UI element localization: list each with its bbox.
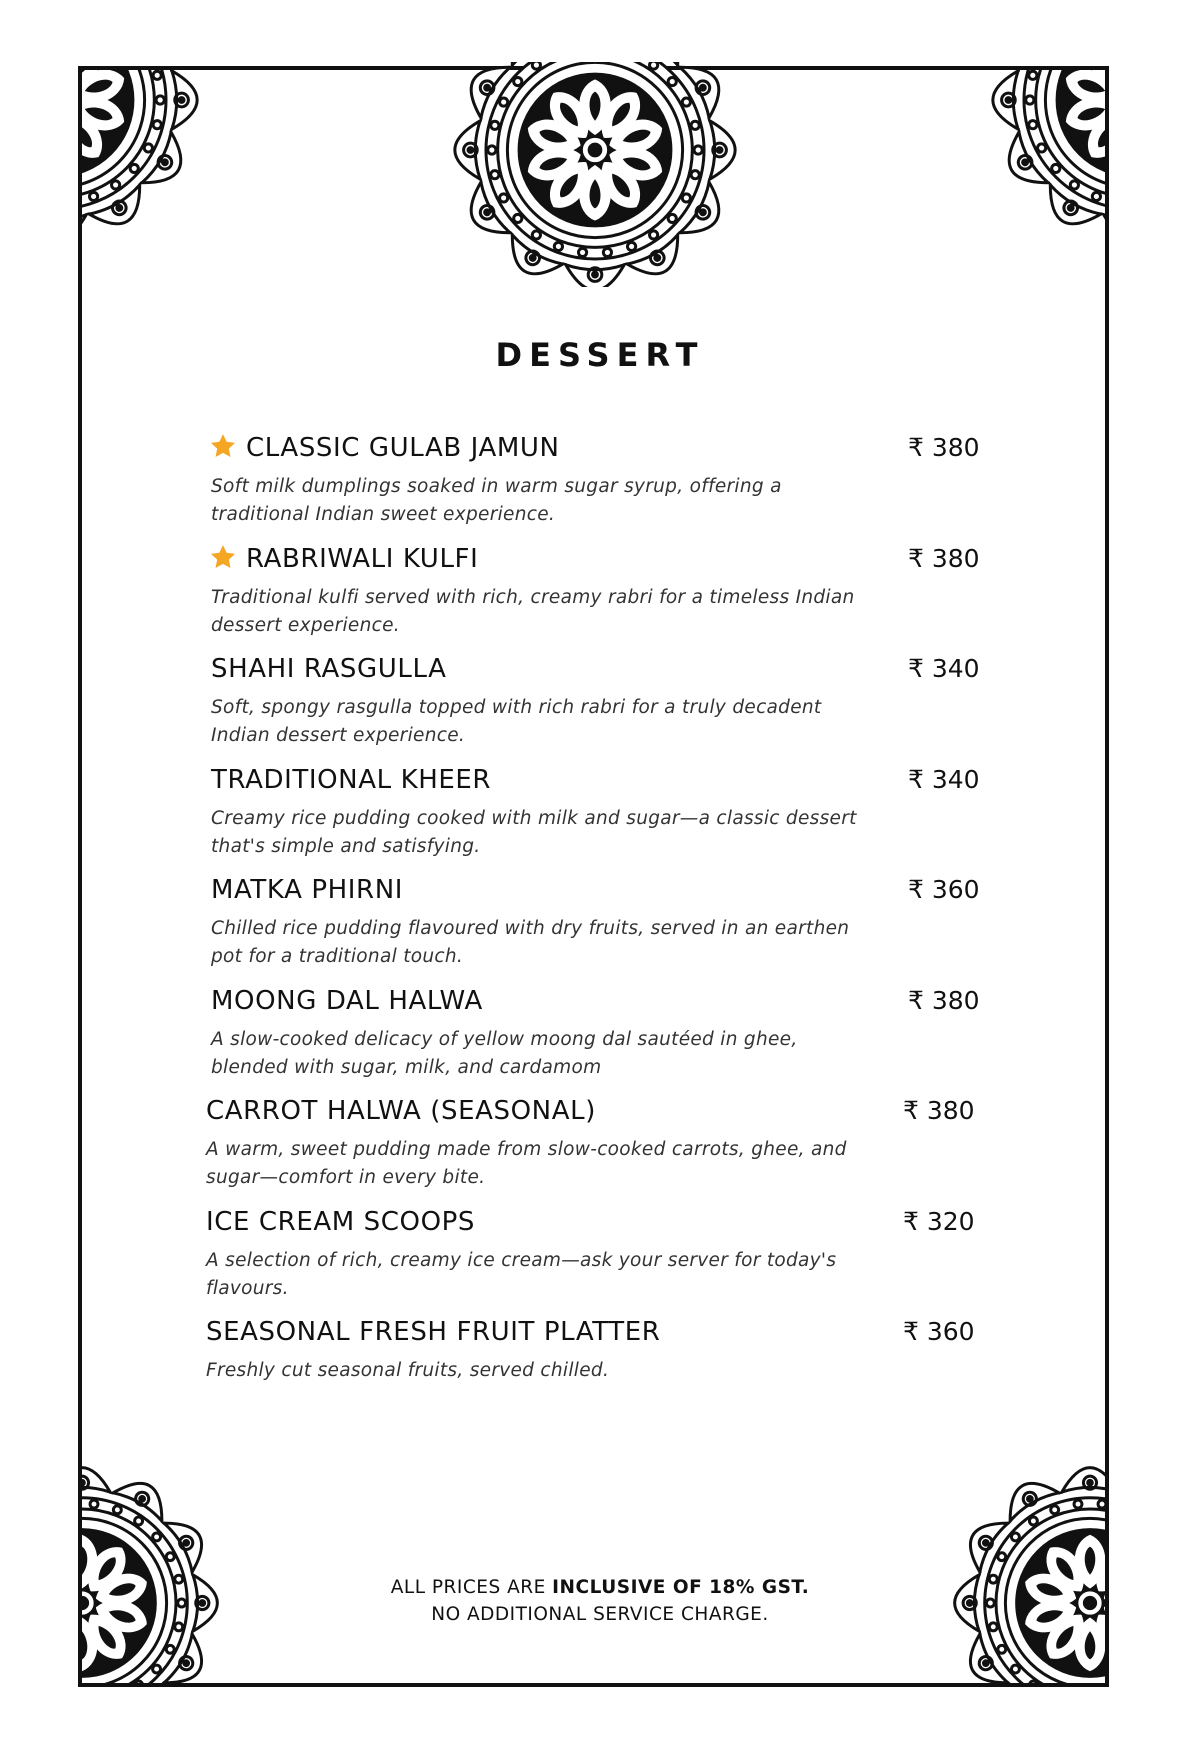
mandala-top-left-icon (82, 70, 207, 230)
mandala-ornament-icon (445, 62, 745, 287)
menu-item-row (0, 430, 1200, 466)
menu-item-name: SEASONAL FRESH FRUIT PLATTER (206, 1317, 661, 1347)
price-footnote (0, 1574, 1200, 1628)
menu-item-description: A slow-cooked delicacy of yellow moong dal sautéed in ghee, blended with sugar, milk, and cardamom (211, 1028, 798, 1078)
menu-item-price: ₹ 380 (908, 985, 980, 1015)
menu-section-title: DESSERT (495, 336, 705, 374)
menu-item-description: Chilled rice pudding flavoured with dry fruits, served in an earthen pot for a traditional touch. (211, 918, 850, 967)
menu-item-row (0, 541, 1200, 577)
mandala-ornament-icon (983, 70, 1105, 230)
menu-item-description: A selection of rich, creamy ice cream—ask your server for today's flavours. (206, 1249, 837, 1299)
menu-item-name: CLASSIC GULAB JAMUN (246, 433, 560, 463)
menu-item-description: A warm, sweet pudding made from slow-cooked carrots, ghee, and sugar—comfort in every bite. (206, 1139, 847, 1188)
mandala-top-icon (445, 62, 745, 287)
menu-item-description: Soft, spongy rasgulla topped with rich rabri for a truly decadent Indian dessert experience. (211, 697, 822, 746)
menu-item-price: ₹ 380 (908, 543, 980, 573)
footnote-line-1 (0, 1574, 1200, 1601)
menu-item-price: ₹ 380 (908, 433, 980, 462)
mandala-bottom-right-icon (945, 1458, 1105, 1683)
menu-item-row (0, 872, 1200, 908)
mandala-top-right-icon (983, 70, 1105, 230)
menu-item-price: ₹ 340 (908, 764, 980, 794)
mandala-ornament-icon (82, 1458, 227, 1683)
menu-item-description: Traditional kulfi served with rich, creamy rabri for a timeless Indian dessert experience. (211, 586, 855, 636)
menu-item-row (0, 1204, 1200, 1240)
footnote-gst: INCLUSIVE OF 18% GST. (552, 1577, 810, 1598)
menu-item-name: MOONG DAL HALWA (211, 985, 483, 1016)
menu-item-description: Soft milk dumplings soaked in warm sugar syrup, offering a traditional Indian sweet experience. (211, 476, 782, 525)
menu-item-price: ₹ 340 (908, 654, 980, 683)
footnote-prefix: ALL PRICES ARE (390, 1577, 553, 1598)
menu-item-row (0, 762, 1200, 798)
menu-item-price: ₹ 360 (908, 875, 980, 904)
menu-item-row (0, 983, 1200, 1019)
menu-item-row (0, 1314, 1200, 1350)
menu-item-price: ₹ 380 (903, 1096, 975, 1125)
menu-item-name: TRADITIONAL KHEER (211, 764, 492, 795)
mandala-ornament-icon (82, 70, 207, 230)
menu-item-description: Creamy rice pudding cooked with milk and sugar—a classic dessert that's simple and satisfying. (211, 807, 857, 857)
menu-item-name: CARROT HALWA (SEASONAL) (206, 1096, 596, 1126)
mandala-bottom-left-icon (82, 1458, 257, 1683)
menu-item-price: ₹ 320 (903, 1206, 975, 1236)
menu-item-row (0, 651, 1200, 687)
star-icon (209, 432, 237, 460)
menu-item-price: ₹ 360 (903, 1317, 975, 1346)
menu-item-name: SHAHI RASGULLA (211, 654, 447, 684)
menu-item-description: Freshly cut seasonal fruits, served chilled. (206, 1360, 610, 1381)
menu-item-name: RABRIWALI KULFI (246, 543, 479, 574)
menu-item-name: MATKA PHIRNI (211, 875, 404, 905)
mandala-ornament-icon (945, 1458, 1105, 1683)
star-icon (209, 543, 237, 571)
footnote-line-2: NO ADDITIONAL SERVICE CHARGE. (431, 1604, 769, 1625)
menu-item-row (0, 1093, 1200, 1129)
menu-item-name: ICE CREAM SCOOPS (206, 1206, 476, 1237)
